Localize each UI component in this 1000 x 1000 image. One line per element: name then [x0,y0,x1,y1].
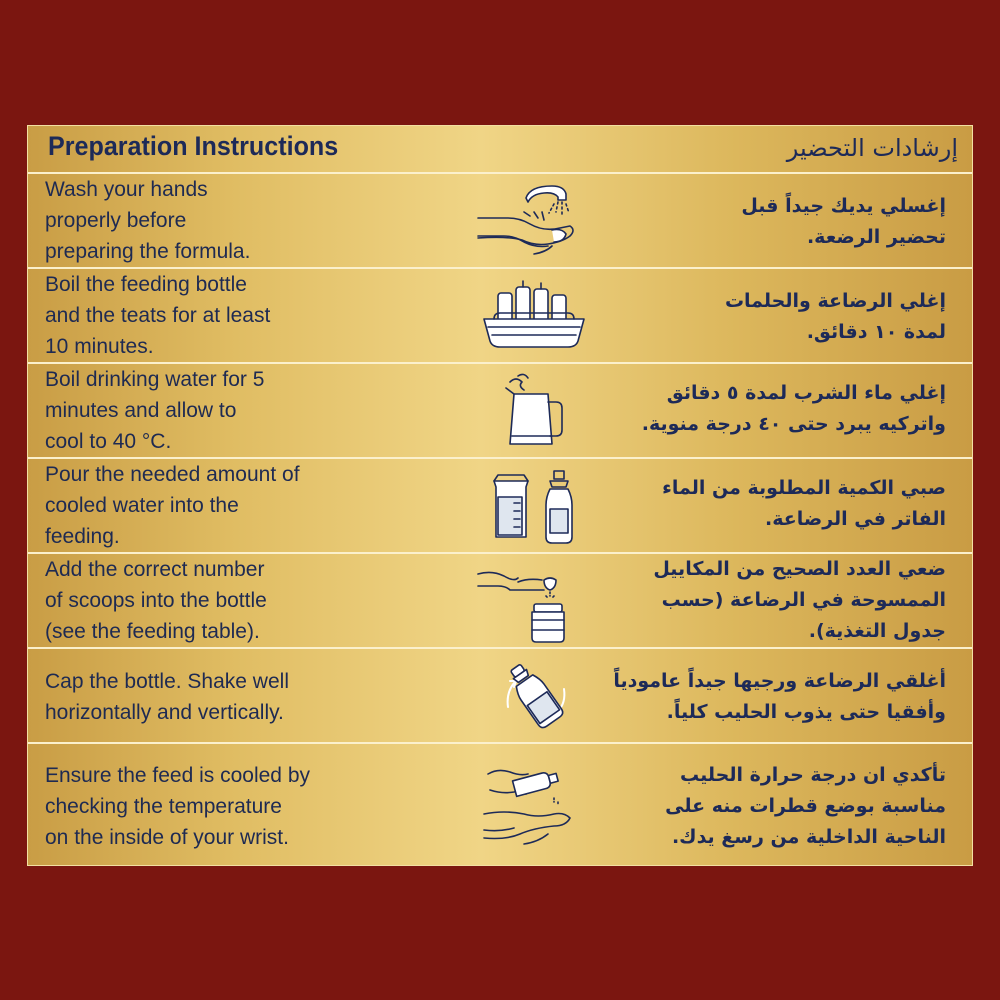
step-5-arabic: ضعي العدد الصحيح من المكاييل الممسوحة في الرضاعة (حسب جدول التغذية). [653,558,946,642]
step-3-arabic: إغلي ماء الشرب لمدة ٥ دقائق واتركيه يبرد حتى ٤٠ درجة منوية. [641,382,946,435]
step-4-english: Pour the needed amount of cooled water into the feeding. [45,463,300,548]
title-arabic: إرشادات التحضير [786,134,958,162]
panel-header [28,126,973,174]
step-3-english: Boil drinking water for 5 minutes and allow to cool to 40 °C. [45,368,265,453]
step-row-5 [28,554,973,649]
step-row-3 [28,364,973,459]
step-4-arabic: صبي الكمية المطلوبة من الماء الفاتر في الرضاعة. [662,477,946,530]
step-5-english: Add the correct number of scoops into the bottle (see the feeding table). [45,558,267,643]
step-row-1 [28,174,973,269]
step-7-english: Ensure the feed is cooled by checking the temperature on the inside of your wrist. [45,764,311,849]
step-6-arabic: أغلقي الرضاعة ورجيها جيداً عامودياً وأفقيا حتى يذوب الحليب كلياً. [613,670,946,723]
title-english: Preparation Instructions [48,131,339,161]
step-row-7 [28,744,973,866]
step-1-arabic: إغسلي يديك جيداً قبل تحضير الرضعة. [741,195,946,248]
instructions-panel [27,125,973,866]
step-1-english: Wash your hands properly before preparing the formula. [45,178,251,263]
step-2-english: Boil the feeding bottle and the teats for at least 10 minutes. [45,273,271,358]
step-row-6 [28,649,973,744]
step-2-arabic: إغلي الرضاعة والحلمات لمدة ١٠ دقائق. [724,290,946,343]
step-row-4 [28,459,973,554]
step-row-2 [28,269,973,364]
step-6-english: Cap the bottle. Shake well horizontally and vertically. [45,670,289,724]
step-7-arabic: تأكدي ان درجة حرارة الحليب مناسبة بوضع قطرات منه على الناحية الداخلية من رسغ يدك. [665,764,946,848]
